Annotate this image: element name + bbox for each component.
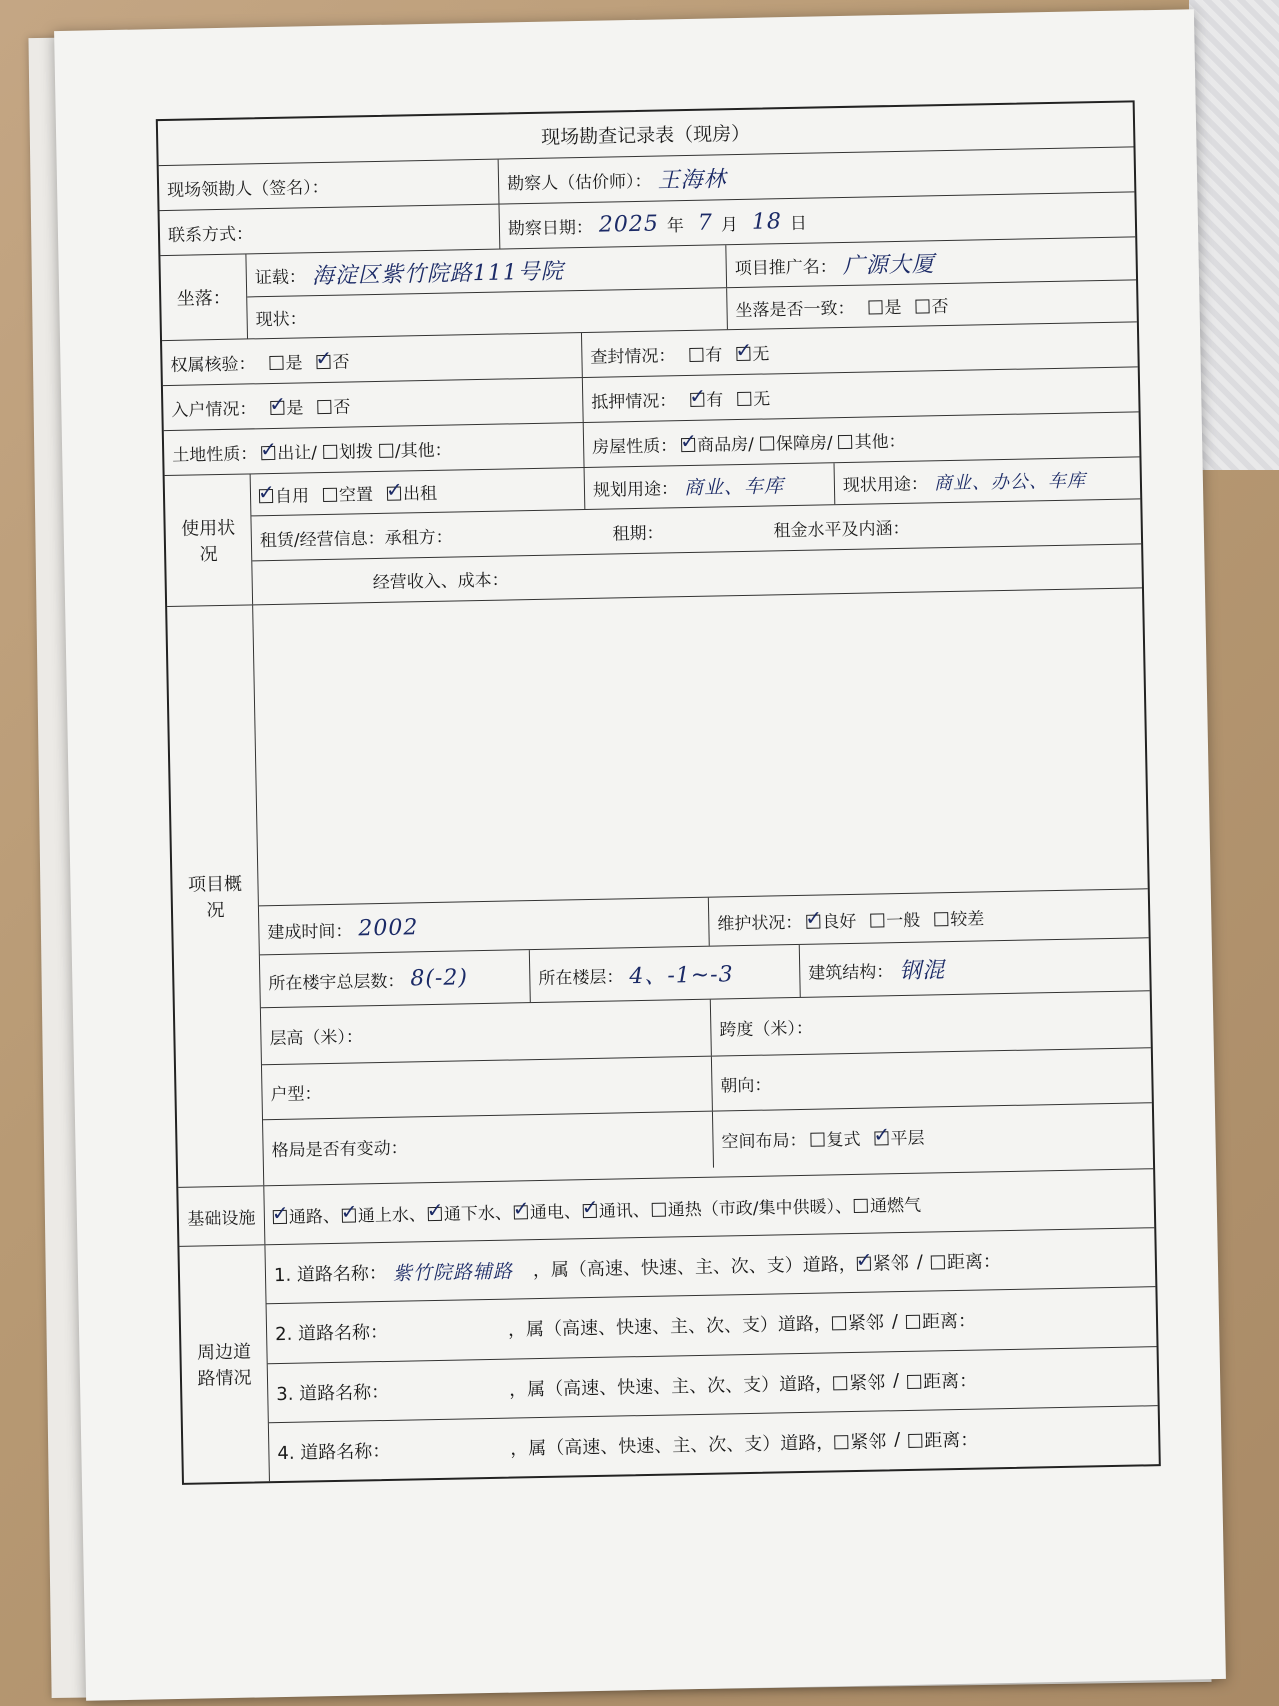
house-commercial-checkbox[interactable]: ✓ 商品房/ (681, 429, 754, 455)
infrastructure-label: 基础设施 (178, 1186, 265, 1246)
seal-none-checkbox[interactable]: ✓ 无 (736, 339, 769, 365)
usage-rent-checkbox[interactable]: ✓ 出租 (387, 479, 437, 505)
project-overview-notes[interactable] (253, 588, 1148, 905)
mortgage-have-checkbox[interactable]: ✓ 有 (690, 385, 723, 411)
infra-water-in-checkbox[interactable]: ✓ 通上水、 (342, 1200, 426, 1227)
planned-use-field[interactable]: 规划用途： 商业、车库 (585, 463, 836, 509)
usage-section-label: 使用状况 (165, 474, 253, 606)
usage-status-field (251, 468, 586, 516)
income-cost-field[interactable]: 经营收入、成本： (372, 570, 509, 593)
road-row-2[interactable]: 2. 道路名称： ，属（高速、快速、主、次、支）道路， 紧邻 / 距离： (267, 1287, 1157, 1362)
maint-poor-checkbox[interactable]: 较差 (934, 904, 984, 930)
entry-no-checkbox[interactable]: 否 (317, 392, 350, 418)
infra-water-out-checkbox[interactable]: ✓ 通下水、 (428, 1198, 512, 1225)
structure-field[interactable]: 建筑结构： 钢混 (808, 957, 946, 984)
survey-record-form (156, 100, 1161, 1485)
built-time-field[interactable]: 建成时间： 2002 (259, 898, 710, 955)
land-allocate-checkbox[interactable]: 划拨 (323, 437, 373, 463)
road-row-4[interactable]: 4. 道路名称： ，属（高速、快速、主、次、支）道路， 紧邻 / 距离： (269, 1406, 1159, 1481)
unit-type-field[interactable]: 户型： (262, 1057, 713, 1120)
layout-duplex-checkbox[interactable]: 复式 (810, 1124, 860, 1150)
house-security-checkbox[interactable]: 保障房/ (760, 428, 833, 454)
road3-adjacent-checkbox[interactable]: 紧邻 (833, 1368, 885, 1395)
land-other-checkbox[interactable]: /其他： (379, 435, 452, 461)
lease-info-field[interactable]: 租赁/经营信息：承租方： 租期： 租金水平及内涵： (259, 518, 910, 551)
space-layout-field: 空间布局： 复式 ✓ 平层 (713, 1103, 1153, 1167)
maint-good-checkbox[interactable]: ✓ 良好 (806, 906, 856, 932)
ownership-field: 权属核验： 是 ✓ 否 (162, 333, 583, 385)
roads-section-label: 周边道路情况 (179, 1245, 270, 1483)
floor-height-field[interactable]: 层高（米）： (261, 1000, 712, 1065)
span-field[interactable]: 跨度（米）： (719, 1018, 814, 1041)
infra-gas-checkbox[interactable]: 通燃气 (854, 1190, 921, 1216)
road4-adjacent-checkbox[interactable]: 紧邻 (834, 1427, 886, 1454)
land-nature-field: 土地性质： ✓ 出让/ 划拨 /其他： (164, 423, 585, 475)
contact-field[interactable]: 联系方式： (160, 205, 501, 256)
ownership-no-checkbox[interactable]: ✓ 否 (316, 347, 349, 373)
lead-surveyor-field[interactable]: 现场领勘人（签名）： (159, 160, 500, 211)
surveyor-signature: 王海林 (657, 166, 727, 194)
survey-form-sheet (54, 9, 1226, 1701)
form-title: 现场勘查记录表（现房） (540, 122, 751, 149)
road2-adjacent-checkbox[interactable]: 紧邻 (832, 1309, 884, 1336)
road1-adjacent-checkbox[interactable]: ✓ 紧邻 (857, 1249, 909, 1276)
road1-distance-checkbox[interactable]: 距离： (931, 1247, 1001, 1274)
total-floors-field[interactable]: 所在楼宇总层数： 8(-2) (260, 950, 531, 1007)
consistent-yes-checkbox[interactable]: 是 (868, 293, 901, 319)
road-row-3[interactable]: 3. 道路名称： ，属（高速、快速、主、次、支）道路， 紧邻 / 距离： (268, 1347, 1158, 1422)
current-status-field[interactable]: 现状： (247, 288, 728, 338)
seal-have-checkbox[interactable]: 有 (689, 340, 722, 366)
entry-field: 入户情况： ✓ 是 否 (163, 378, 584, 430)
infra-power-checkbox[interactable]: ✓ 通电、 (514, 1197, 581, 1223)
usage-vacant-checkbox[interactable]: 空置 (323, 480, 373, 506)
current-use-field[interactable]: 现状用途： 商业、办公、车库 (842, 470, 1087, 497)
cloth-corner (1189, 0, 1279, 470)
floor-field[interactable]: 所在楼层： 4、-1~-3 (530, 945, 801, 1002)
layout-change-field[interactable]: 格局是否有变动： (263, 1112, 714, 1177)
infra-telecom-checkbox[interactable]: ✓ 通讯、 (583, 1195, 650, 1221)
land-transfer-checkbox[interactable]: ✓ 出让/ (261, 438, 317, 464)
orientation-field[interactable]: 朝向： (720, 1075, 772, 1096)
location-consistent-field: 坐落是否一致： 是 否 (727, 280, 1137, 329)
mortgage-none-checkbox[interactable]: 无 (737, 384, 770, 410)
entry-yes-checkbox[interactable]: ✓ 是 (270, 393, 303, 419)
seal-field: 查封情况： 有 ✓ 无 (582, 322, 1138, 377)
location-section-label: 坐落： (160, 254, 248, 340)
usage-self-checkbox[interactable]: ✓自用 (259, 481, 309, 507)
ownership-yes-checkbox[interactable]: 是 (269, 348, 302, 374)
road2-distance-checkbox[interactable]: 距离： (906, 1307, 976, 1334)
infra-heating-checkbox[interactable]: 通热（市政/集中供暖）、 (652, 1191, 853, 1220)
road4-distance-checkbox[interactable]: 距离： (908, 1425, 978, 1452)
consistent-no-checkbox[interactable]: 否 (915, 292, 948, 318)
project-name-field[interactable]: 项目推广名： 广源大厦 (734, 251, 935, 279)
infra-road-checkbox[interactable]: ✓ 通路、 (273, 1201, 340, 1227)
house-nature-field: 房屋性质： ✓ 商品房/ 保障房/ 其他： (584, 412, 1140, 467)
surveyor-field[interactable]: 勘察人（估价师）： 王海林 (499, 147, 1135, 203)
layout-flat-checkbox[interactable]: ✓ 平层 (874, 1123, 924, 1149)
survey-date-field[interactable]: 勘察日期： 2025 年 7 月 18 日 (507, 208, 808, 239)
mortgage-field: 抵押情况： ✓ 有 无 (583, 367, 1139, 422)
house-other-checkbox[interactable]: 其他： (838, 426, 905, 452)
road3-distance-checkbox[interactable]: 距离： (907, 1366, 977, 1393)
cert-address-field[interactable]: 证载： 海淀区紫竹院路111号院 (246, 245, 727, 296)
project-overview-label: 项目概况 (167, 605, 264, 1187)
maint-normal-checkbox[interactable]: 一般 (870, 905, 920, 931)
maintenance-field: 维护状况： ✓ 良好 一般 较差 (709, 889, 1149, 945)
road-row-1[interactable]: 1. 道路名称： 紫竹院路辅路 ，属（高速、快速、主、次、支）道路， ✓ 紧邻 / 距离： (265, 1228, 1155, 1303)
